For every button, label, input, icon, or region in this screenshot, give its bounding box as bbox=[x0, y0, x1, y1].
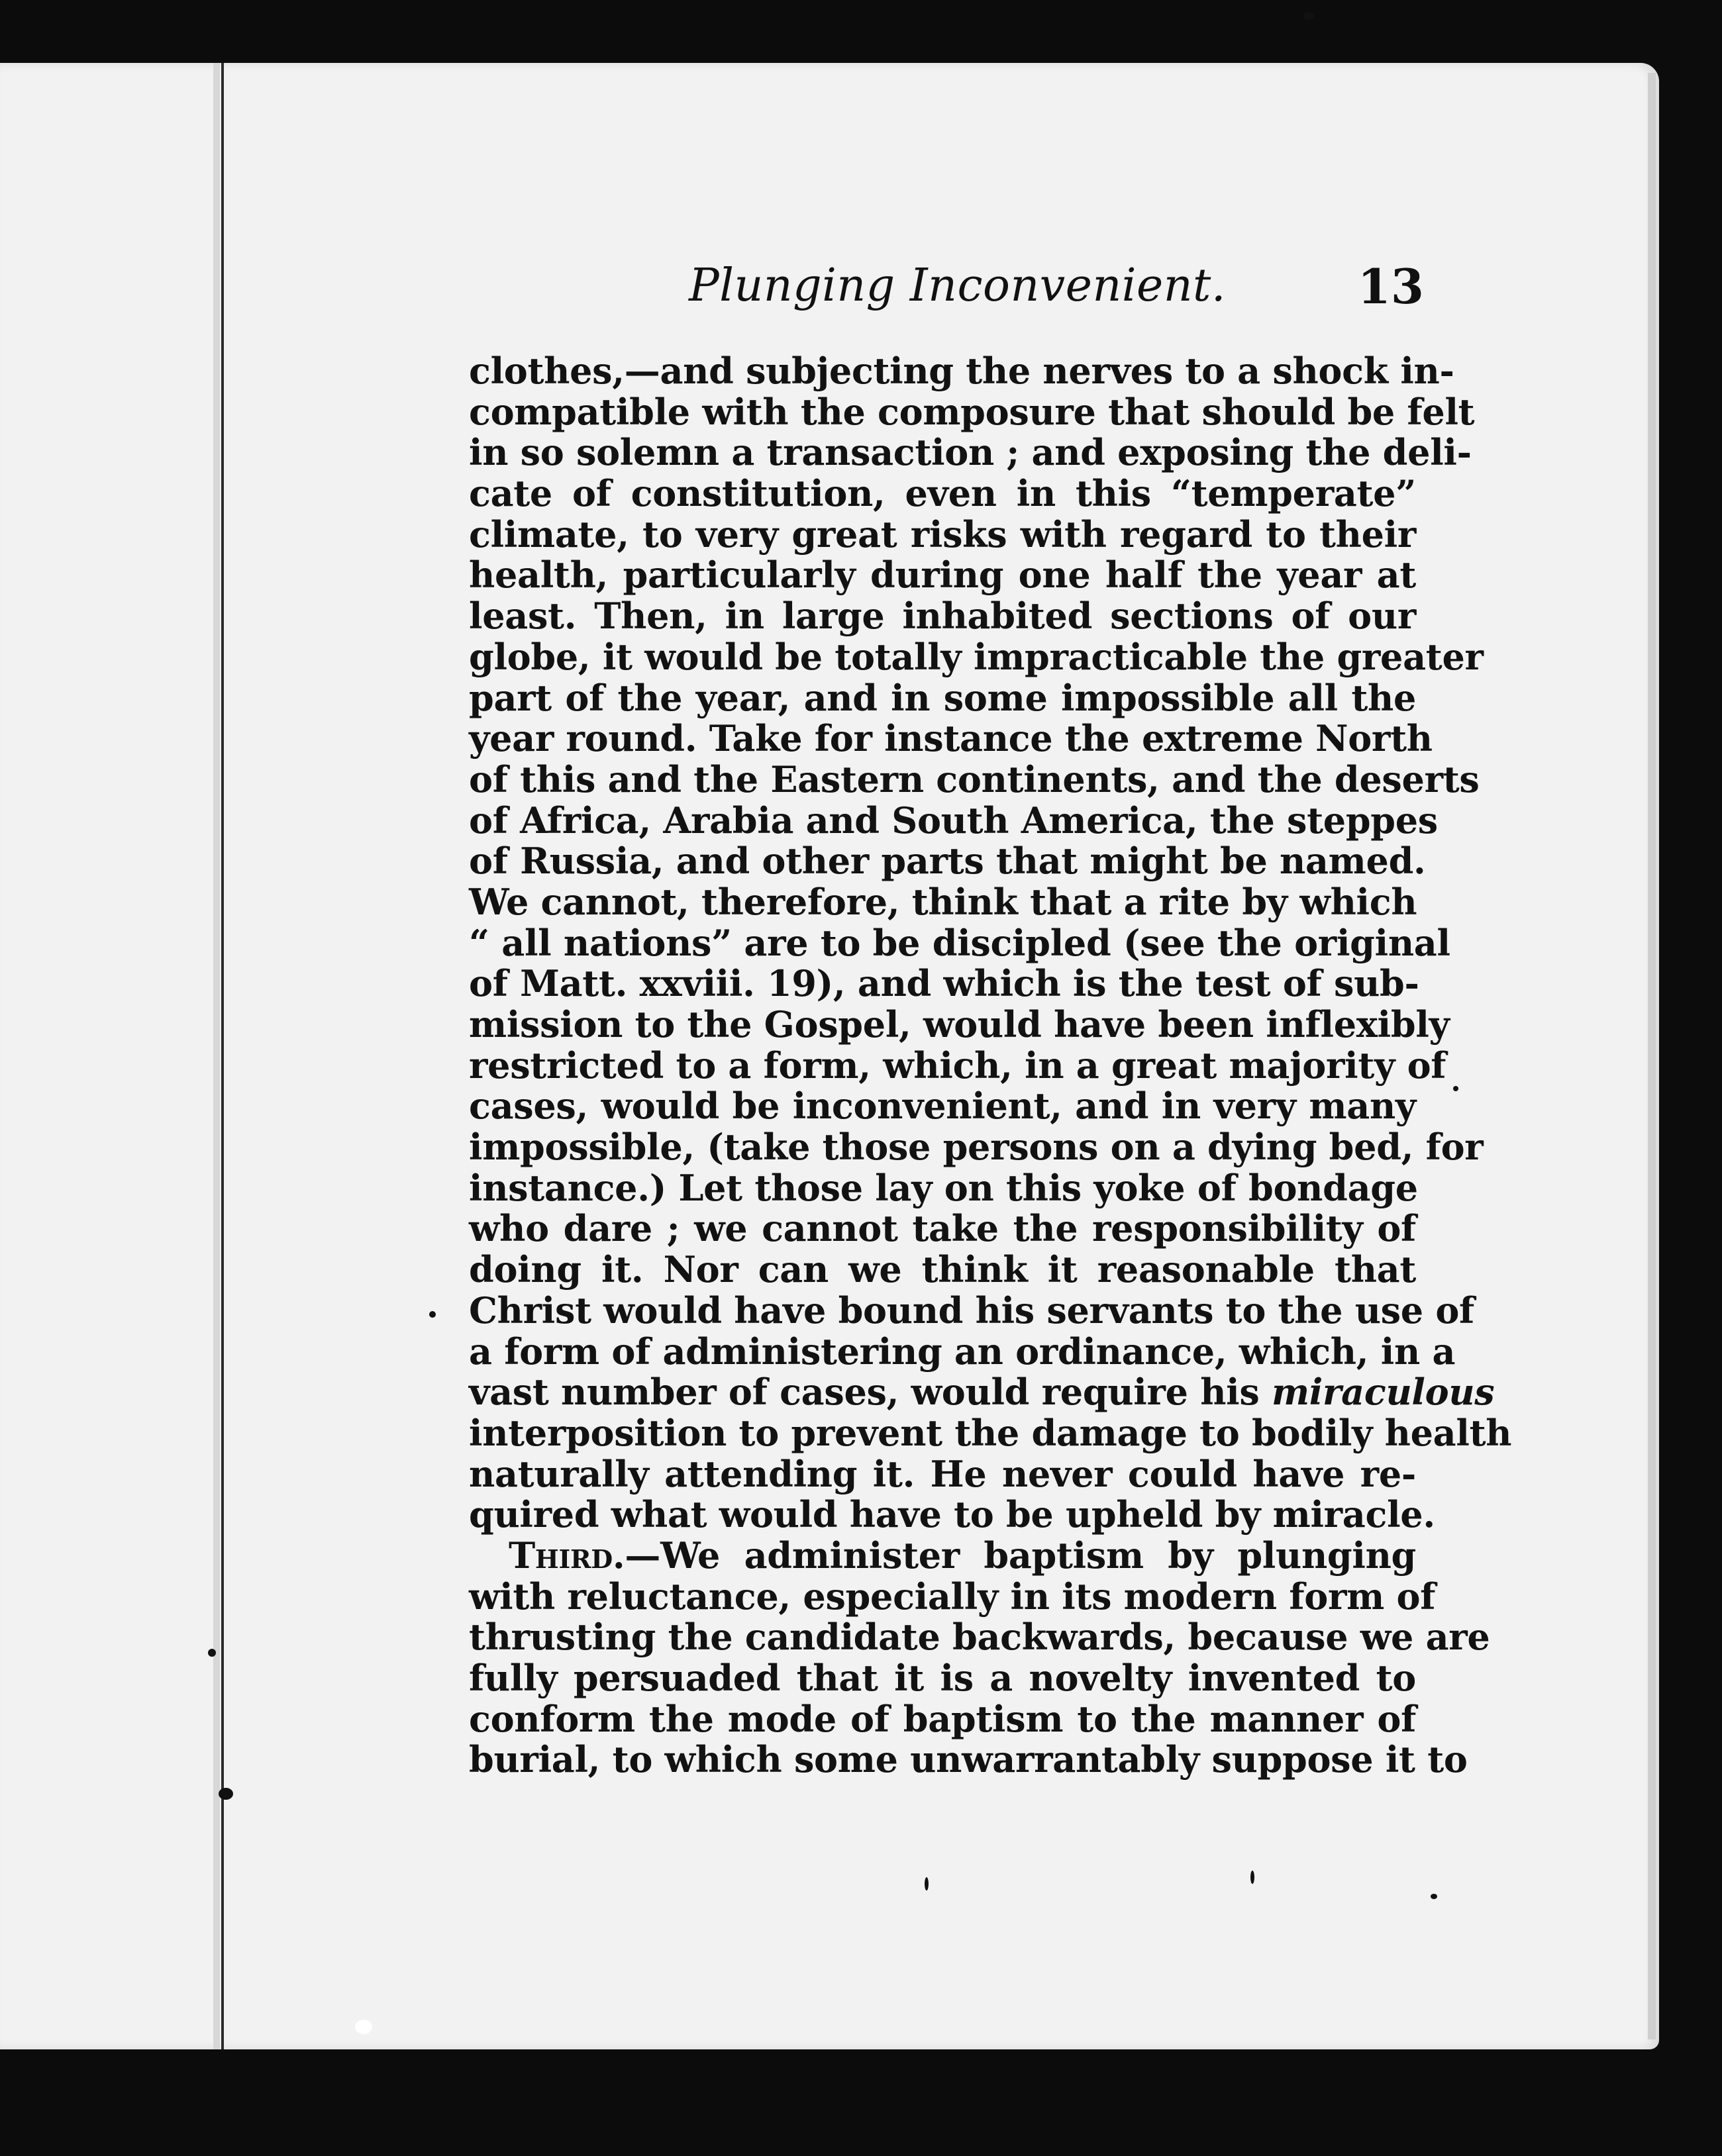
page-edge-shadow bbox=[1648, 73, 1656, 2039]
paragraph-lead-word: Third. bbox=[509, 1534, 625, 1577]
text-line: who dare ; we cannot take the responsibility of bbox=[469, 1207, 1416, 1250]
text-fragment: vast number of cases, would require his bbox=[469, 1371, 1260, 1414]
paragraph-start-line bbox=[469, 1536, 1416, 1577]
text-line: “ all nations” are to be discipled (see the original bbox=[469, 921, 1450, 964]
text-line: restricted to a form, which, in a great majority of bbox=[469, 1044, 1446, 1087]
text-line: of Russia, and other parts that might be named. bbox=[469, 840, 1426, 883]
text-line: interposition to prevent the damage to bodily health bbox=[469, 1411, 1512, 1454]
text-line: burial, to which some unwarrantably suppose it to bbox=[469, 1738, 1468, 1781]
text-line: with reluctance, especially in its modern form of bbox=[469, 1575, 1436, 1618]
text-line: of Africa, Arabia and South America, the steppes bbox=[469, 799, 1438, 842]
text-line: compatible with the composure that should be felt bbox=[469, 390, 1475, 433]
text-line: mission to the Gospel, would have been inflexibly bbox=[469, 1003, 1450, 1046]
text-fragment: —We administer baptism by plunging bbox=[625, 1534, 1416, 1577]
text-line: We cannot, therefore, think that a rite by which bbox=[469, 880, 1417, 923]
text-line: of Matt. xxviii. 19), and which is the test of sub- bbox=[469, 962, 1419, 1005]
text-line: doing it. Nor can we think it reasonable that bbox=[469, 1248, 1416, 1291]
text-line: health, particularly during one half the year at bbox=[469, 554, 1416, 597]
body-text bbox=[469, 350, 1512, 1781]
text-line: instance.) Let those lay on this yoke of bondage bbox=[469, 1166, 1418, 1209]
text-line-with-italic bbox=[469, 1371, 1495, 1414]
text-line: of this and the Eastern continents, and the deserts bbox=[469, 758, 1480, 801]
text-line: clothes,—and subjecting the nerves to a shock in- bbox=[469, 350, 1454, 392]
running-head bbox=[689, 260, 1424, 313]
text-line: naturally attending it. He never could have re- bbox=[469, 1452, 1416, 1495]
gutter-shadow bbox=[213, 63, 220, 2049]
text-line: Christ would have bound his servants to the use of bbox=[469, 1289, 1474, 1332]
text-line: least. Then, in large inhabited sections of our bbox=[469, 595, 1416, 638]
text-line: year round. Take for instance the extreme North bbox=[469, 717, 1433, 760]
italic-word: miraculous bbox=[1271, 1371, 1495, 1414]
text-line: thrusting the candidate backwards, because we are bbox=[469, 1616, 1490, 1659]
text-line: quired what would have to be upheld by miracle. bbox=[469, 1493, 1435, 1536]
text-line: conform the mode of baptism to the manner of bbox=[469, 1697, 1416, 1740]
text-line: cases, would be inconvenient, and in very many bbox=[469, 1085, 1416, 1128]
binding-gutter-line bbox=[221, 63, 224, 2049]
text-line: fully persuaded that it is a novelty invented to bbox=[469, 1657, 1416, 1699]
text-line: climate, to very great risks with regard to their bbox=[469, 513, 1416, 556]
text-line: cate of constitution, even in this “temperate” bbox=[469, 472, 1416, 515]
page-number: 13 bbox=[1357, 258, 1424, 315]
text-line: in so solemn a transaction ; and exposing the deli- bbox=[469, 431, 1472, 474]
text-line: globe, it would be totally impracticable the greater bbox=[469, 635, 1484, 678]
text-line: part of the year, and in some impossible all the bbox=[469, 676, 1416, 719]
text-line: a form of administering an ordinance, which, in a bbox=[469, 1330, 1456, 1373]
running-head-title: Plunging Inconvenient. bbox=[689, 260, 1226, 312]
text-line: impossible, (take those persons on a dying bed, for bbox=[469, 1126, 1484, 1169]
